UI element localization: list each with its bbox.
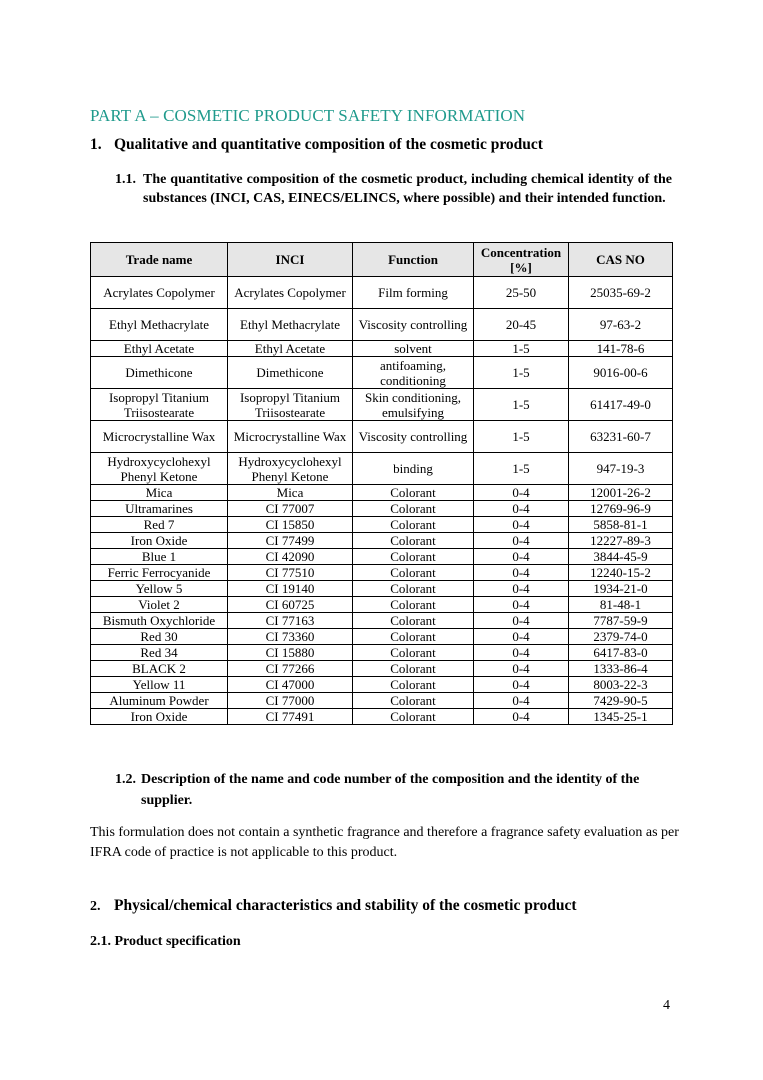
cell-inci: CI 77266 <box>228 661 353 677</box>
cell-concentration: 0-4 <box>474 565 569 581</box>
cell-function: Colorant <box>353 501 474 517</box>
cell-inci: CI 77007 <box>228 501 353 517</box>
cell-trade-name: Acrylates Copolymer <box>91 277 228 309</box>
cell-function: solvent <box>353 341 474 357</box>
cell-inci: CI 19140 <box>228 581 353 597</box>
cell-function: Colorant <box>353 629 474 645</box>
cell-concentration: 20-45 <box>474 309 569 341</box>
cell-function: Film forming <box>353 277 474 309</box>
cell-concentration: 0-4 <box>474 693 569 709</box>
table-row <box>91 549 673 565</box>
cell-inci: CI 77499 <box>228 533 353 549</box>
cell-cas-no: 947-19-3 <box>569 453 673 485</box>
table-row <box>91 309 673 341</box>
table-row <box>91 341 673 357</box>
section-2-title: Physical/chemical characteristics and stability of the cosmetic product <box>114 897 577 914</box>
table-row <box>91 565 673 581</box>
cell-cas-no: 141-78-6 <box>569 341 673 357</box>
cell-cas-no: 1934-21-0 <box>569 581 673 597</box>
cell-cas-no: 7429-90-5 <box>569 693 673 709</box>
cell-cas-no: 8003-22-3 <box>569 677 673 693</box>
cell-inci: Microcrystalline Wax <box>228 421 353 453</box>
cell-cas-no: 12001-26-2 <box>569 485 673 501</box>
table-row <box>91 421 673 453</box>
cell-concentration: 0-4 <box>474 501 569 517</box>
cell-trade-name: Mica <box>91 485 228 501</box>
cell-trade-name: Ethyl Methacrylate <box>91 309 228 341</box>
cell-concentration: 0-4 <box>474 517 569 533</box>
header-inci: INCI <box>228 243 353 277</box>
cell-trade-name: Microcrystalline Wax <box>91 421 228 453</box>
cell-function: Colorant <box>353 677 474 693</box>
section-2-number: 2. <box>90 899 101 914</box>
composition-table <box>90 242 673 725</box>
cell-cas-no: 12769-96-9 <box>569 501 673 517</box>
table-row <box>91 581 673 597</box>
cell-trade-name: Ethyl Acetate <box>91 341 228 357</box>
header-trade-name: Trade name <box>91 243 228 277</box>
cell-concentration: 1-5 <box>474 357 569 389</box>
cell-cas-no: 5858-81-1 <box>569 517 673 533</box>
table-row <box>91 533 673 549</box>
cell-cas-no: 1345-25-1 <box>569 709 673 725</box>
section-1-2-heading <box>115 769 675 811</box>
section-1-title: Qualitative and quantitative composition of the cosmetic product <box>114 136 543 153</box>
cell-inci: Isopropyl Titanium Triisostearate <box>228 389 353 421</box>
cell-function: antifoaming, conditioning <box>353 357 474 389</box>
cell-inci: CI 42090 <box>228 549 353 565</box>
table-row <box>91 357 673 389</box>
table-row <box>91 645 673 661</box>
section-1-heading <box>90 136 543 154</box>
cell-inci: CI 77491 <box>228 709 353 725</box>
cell-concentration: 1-5 <box>474 389 569 421</box>
cell-concentration: 0-4 <box>474 485 569 501</box>
table-row <box>91 453 673 485</box>
cell-function: Colorant <box>353 517 474 533</box>
cell-inci: CI 15880 <box>228 645 353 661</box>
table-row <box>91 597 673 613</box>
cell-function: Colorant <box>353 645 474 661</box>
cell-concentration: 0-4 <box>474 677 569 693</box>
cell-function: Colorant <box>353 597 474 613</box>
cell-concentration: 1-5 <box>474 453 569 485</box>
part-title: PART A – COSMETIC PRODUCT SAFETY INFORMATION <box>90 106 526 125</box>
cell-function: Colorant <box>353 549 474 565</box>
cell-concentration: 1-5 <box>474 421 569 453</box>
cell-cas-no: 9016-00-6 <box>569 357 673 389</box>
cell-concentration: 0-4 <box>474 661 569 677</box>
cell-concentration: 0-4 <box>474 629 569 645</box>
cell-inci: CI 77510 <box>228 565 353 581</box>
cell-trade-name: Yellow 5 <box>91 581 228 597</box>
cell-function: Colorant <box>353 613 474 629</box>
page-number: 4 <box>663 998 670 1013</box>
section-1-number: 1. <box>90 136 102 153</box>
section-2-heading <box>90 897 577 915</box>
cell-trade-name: Dimethicone <box>91 357 228 389</box>
section-1-1-number: 1.1. <box>115 172 136 187</box>
cell-inci: Dimethicone <box>228 357 353 389</box>
cell-trade-name: Ferric Ferrocyanide <box>91 565 228 581</box>
table-row <box>91 613 673 629</box>
table-row <box>91 693 673 709</box>
cell-concentration: 0-4 <box>474 645 569 661</box>
cell-inci: CI 47000 <box>228 677 353 693</box>
cell-function: Colorant <box>353 533 474 549</box>
cell-cas-no: 63231-60-7 <box>569 421 673 453</box>
cell-cas-no: 12240-15-2 <box>569 565 673 581</box>
cell-function: Colorant <box>353 693 474 709</box>
fragrance-paragraph: This formulation does not contain a synthetic fragrance and therefore a fragrance safety evaluation as per IFRA code of practice is not applicable to this product. <box>90 825 679 860</box>
cell-trade-name: Bismuth Oxychloride <box>91 613 228 629</box>
cell-cas-no: 12227-89-3 <box>569 533 673 549</box>
cell-trade-name: Iron Oxide <box>91 709 228 725</box>
cell-inci: Ethyl Acetate <box>228 341 353 357</box>
table-row <box>91 389 673 421</box>
cell-inci: CI 73360 <box>228 629 353 645</box>
table-row <box>91 485 673 501</box>
table-row <box>91 629 673 645</box>
cell-cas-no: 6417-83-0 <box>569 645 673 661</box>
cell-inci: CI 15850 <box>228 517 353 533</box>
cell-trade-name: Red 30 <box>91 629 228 645</box>
cell-trade-name: BLACK 2 <box>91 661 228 677</box>
cell-trade-name: Iron Oxide <box>91 533 228 549</box>
section-1-1-text: The quantitative composition of the cosmetic product, including chemical identity of the substances (INCI, CAS, EINECS/ELINCS, where possible) and their intended function. <box>143 172 672 206</box>
cell-function: binding <box>353 453 474 485</box>
cell-trade-name: Aluminum Powder <box>91 693 228 709</box>
cell-concentration: 0-4 <box>474 533 569 549</box>
cell-trade-name: Red 34 <box>91 645 228 661</box>
table-header-row <box>91 243 673 277</box>
cell-trade-name: Isopropyl Titanium Triisostearate <box>91 389 228 421</box>
cell-function: Colorant <box>353 581 474 597</box>
cell-trade-name: Red 7 <box>91 517 228 533</box>
cell-cas-no: 7787-59-9 <box>569 613 673 629</box>
cell-function: Viscosity controlling <box>353 309 474 341</box>
cell-inci: Acrylates Copolymer <box>228 277 353 309</box>
cell-trade-name: Hydroxycyclohexyl Phenyl Ketone <box>91 453 228 485</box>
cell-cas-no: 97-63-2 <box>569 309 673 341</box>
cell-cas-no: 25035-69-2 <box>569 277 673 309</box>
cell-inci: Mica <box>228 485 353 501</box>
cell-inci: Hydroxycyclohexyl Phenyl Ketone <box>228 453 353 485</box>
cell-concentration: 0-4 <box>474 549 569 565</box>
table-row <box>91 661 673 677</box>
table-row <box>91 517 673 533</box>
table-row <box>91 677 673 693</box>
section-2-1-heading: 2.1. Product specification <box>90 934 241 949</box>
cell-concentration: 0-4 <box>474 613 569 629</box>
cell-function: Colorant <box>353 709 474 725</box>
cell-cas-no: 2379-74-0 <box>569 629 673 645</box>
header-function: Function <box>353 243 474 277</box>
cell-function: Colorant <box>353 565 474 581</box>
cell-trade-name: Ultramarines <box>91 501 228 517</box>
cell-inci: CI 77163 <box>228 613 353 629</box>
cell-concentration: 0-4 <box>474 597 569 613</box>
cell-concentration: 0-4 <box>474 709 569 725</box>
cell-inci: Ethyl Methacrylate <box>228 309 353 341</box>
cell-concentration: 25-50 <box>474 277 569 309</box>
cell-cas-no: 81-48-1 <box>569 597 673 613</box>
cell-trade-name: Yellow 11 <box>91 677 228 693</box>
section-1-2-text: Description of the name and code number of the composition and the identity of the supplier. <box>141 772 640 808</box>
section-1-1-heading <box>115 170 672 208</box>
cell-concentration: 1-5 <box>474 341 569 357</box>
cell-inci: CI 77000 <box>228 693 353 709</box>
cell-function: Viscosity controlling <box>353 421 474 453</box>
cell-function: Skin conditioning, emulsifying <box>353 389 474 421</box>
cell-inci: CI 60725 <box>228 597 353 613</box>
table-row <box>91 709 673 725</box>
section-1-2-number: 1.2. <box>115 772 136 787</box>
cell-trade-name: Blue 1 <box>91 549 228 565</box>
cell-cas-no: 3844-45-9 <box>569 549 673 565</box>
cell-cas-no: 1333-86-4 <box>569 661 673 677</box>
cell-trade-name: Violet 2 <box>91 597 228 613</box>
cell-function: Colorant <box>353 485 474 501</box>
table-row <box>91 501 673 517</box>
table-row <box>91 277 673 309</box>
cell-concentration: 0-4 <box>474 581 569 597</box>
cell-function: Colorant <box>353 661 474 677</box>
header-concentration: Concentration [%] <box>474 243 569 277</box>
header-cas-no: CAS NO <box>569 243 673 277</box>
cell-cas-no: 61417-49-0 <box>569 389 673 421</box>
